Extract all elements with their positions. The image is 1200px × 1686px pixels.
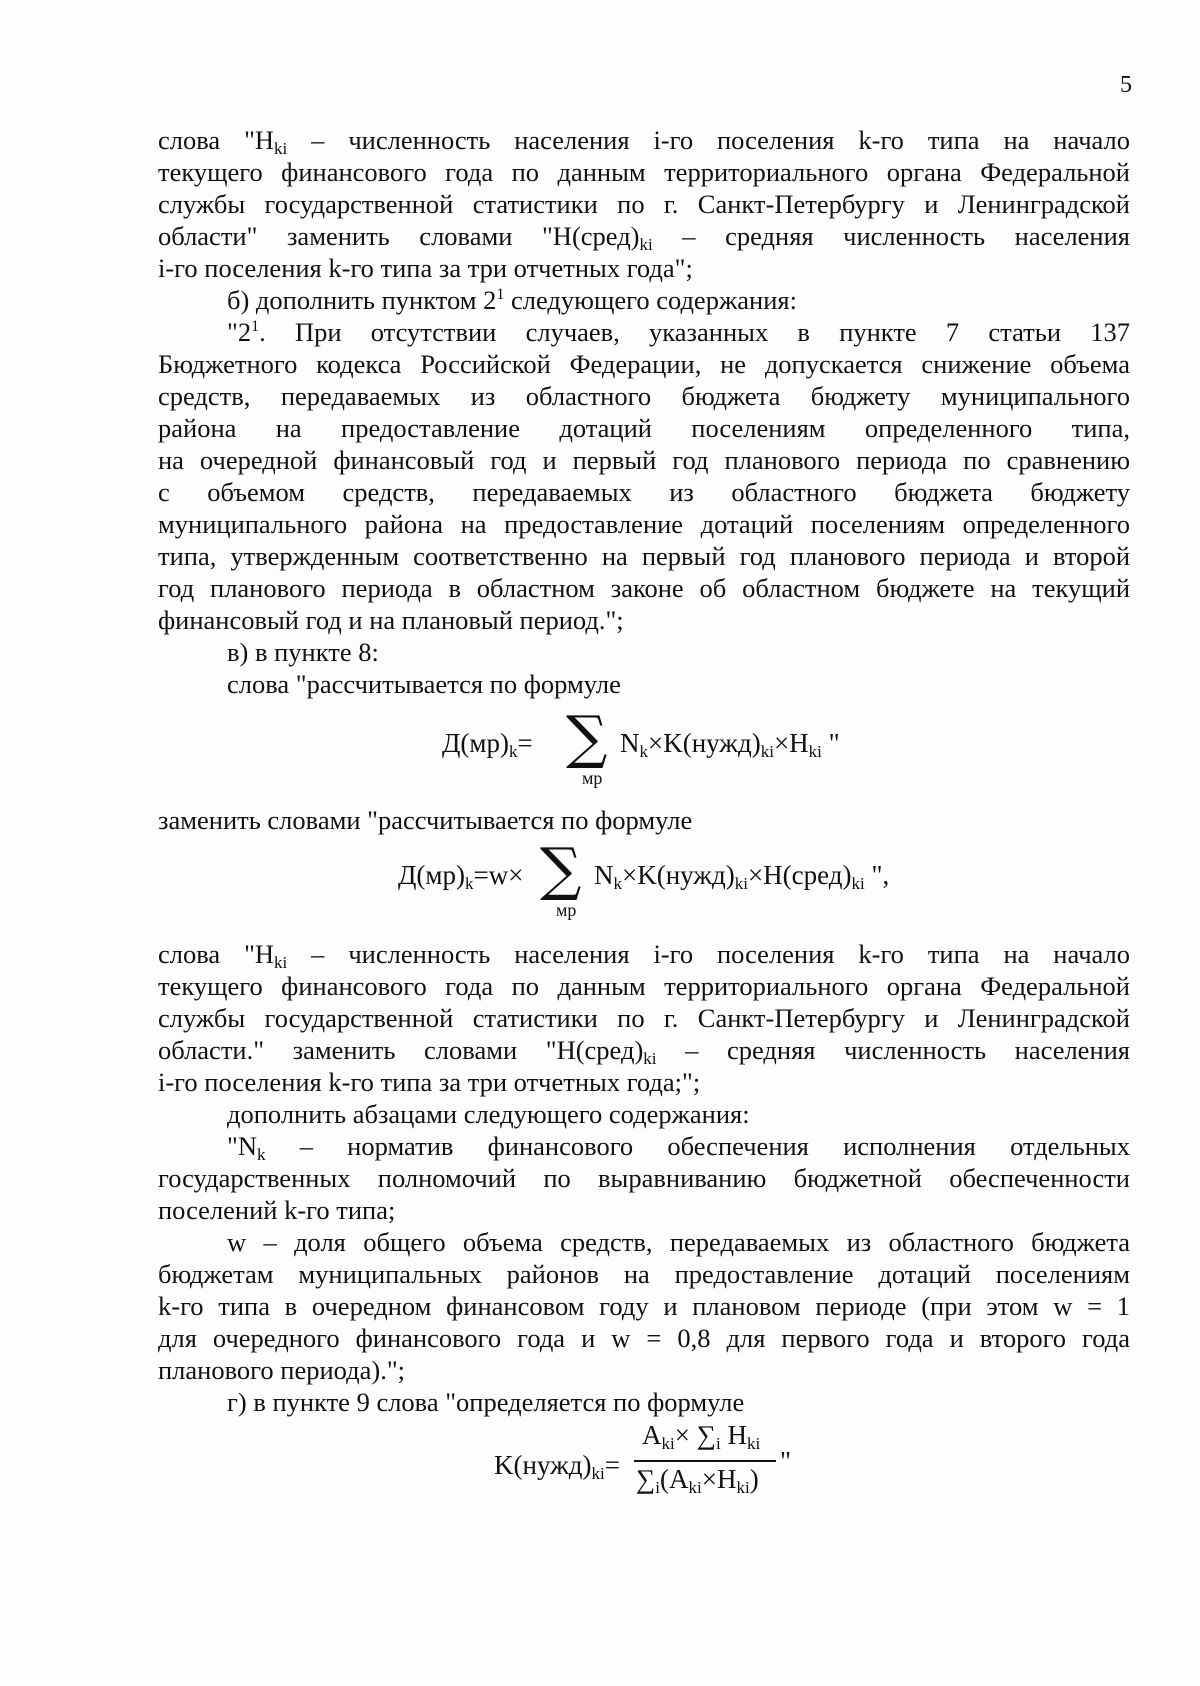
text-run: ×Н — [773, 728, 809, 758]
text-run: Д(мр) — [398, 860, 465, 890]
text-run: "N — [227, 1131, 257, 1161]
text-run: × ∑ — [674, 1420, 716, 1450]
text-line: государственных полномочий по выравниванию бюджетной обеспеченности — [158, 1163, 1130, 1193]
text-line: средств, передаваемых из областного бюджета бюджету муниципального — [158, 381, 1130, 411]
text-line: службы государственной статистики по г. Санкт-Петербургу и Ленинградской — [158, 1003, 1130, 1033]
text-line: дополнить абзацами следующего содержания: — [227, 1099, 750, 1129]
text-run: – численность населения i-го поселения k-го типа на начало — [287, 939, 1130, 969]
subscript: ki — [736, 1478, 750, 1497]
text-run: N — [620, 728, 640, 758]
text-run: – норматив финансового обеспечения исполнения отдельных — [265, 1131, 1130, 1161]
page-number: 5 — [1120, 72, 1132, 98]
subscript: ki — [688, 1478, 702, 1497]
subscript: k — [256, 1145, 266, 1164]
text-line: год планового периода в областном законе об областном бюджете на текущий — [158, 573, 1130, 603]
text-run: Н — [720, 1420, 747, 1450]
subscript: ki — [851, 874, 865, 893]
text-line: заменить словами "рассчитывается по формуле — [158, 805, 693, 835]
superscript: 1 — [496, 286, 505, 303]
text-line: слова "рассчитывается по формуле — [227, 669, 621, 699]
text-run: = — [517, 728, 533, 758]
text-run: = — [604, 1450, 620, 1480]
text-run: ) — [749, 1464, 759, 1494]
text-run: ×K(нужд) — [622, 860, 735, 890]
fraction-numerator — [642, 1420, 760, 1451]
text-line: службы государственной статистики по г. Санкт-Петербургу и Ленинградской — [158, 189, 1130, 219]
text-run: Д(мр) — [442, 728, 509, 758]
text-run: области" заменить словами "Н(сред) — [158, 221, 640, 251]
text-line — [158, 1034, 1130, 1066]
text-line: г) в пункте 9 слова "определяется по формуле — [227, 1387, 745, 1417]
text-run: . При отсутствии случаев, указанных в пункте 7 статьи 137 — [259, 317, 1130, 347]
text-line: в) в пункте 8: — [227, 637, 379, 667]
text-line: финансовый год и на плановый период."; — [158, 605, 624, 635]
text-run: слова "Н — [158, 939, 275, 969]
text-run: N — [594, 860, 614, 890]
subscript: k — [639, 742, 648, 761]
fraction-bar — [634, 1460, 776, 1462]
subscript: ki — [274, 139, 288, 158]
text-line: i-го поселения k-го типа за три отчетных года"; — [158, 253, 693, 283]
text-run: " — [821, 728, 840, 758]
sum-subscript: мр — [556, 900, 577, 920]
text-run: ∑ — [636, 1464, 656, 1494]
formula-rhs — [594, 860, 889, 891]
text-line — [227, 316, 1130, 348]
text-line: текущего финансового года по данным территориального органа Федеральной — [158, 971, 1130, 1001]
subscript: k — [509, 742, 518, 761]
text-run: ×Н — [701, 1464, 737, 1494]
formula-lhs — [398, 860, 523, 891]
formula-end: " — [780, 1446, 792, 1476]
text-line — [158, 220, 1130, 252]
text-run: б) дополнить пунктом 2 — [227, 285, 497, 315]
subscript: ki — [746, 1434, 761, 1453]
formula-lhs — [494, 1450, 620, 1481]
text-line: i-го поселения k-го типа за три отчетных года;"; — [158, 1067, 701, 1097]
text-line: муниципального района на предоставление дотаций поселениям определенного — [158, 509, 1130, 539]
text-run: ", — [864, 860, 890, 890]
text-line: поселений k-го типа; — [158, 1195, 396, 1225]
sum-symbol: ∑ — [566, 703, 608, 771]
text-line — [227, 284, 1130, 316]
text-line: w – доля общего объема средств, передаваемых из областного бюджета — [227, 1227, 1130, 1257]
text-run: области." заменить словами "Н(сред) — [158, 1035, 644, 1065]
text-run: слова "Н — [158, 125, 275, 155]
text-run: (A — [659, 1464, 689, 1494]
subscript: ki — [274, 953, 288, 972]
subscript: i — [655, 1478, 660, 1497]
text-run: – средняя численность населения — [656, 1035, 1130, 1065]
subscript: ki — [643, 1049, 657, 1068]
subscript: ki — [639, 235, 653, 254]
subscript: ki — [661, 1434, 675, 1453]
text-run: следующего содержания: — [504, 285, 797, 315]
text-line: с объемом средств, передаваемых из областного бюджета бюджету — [158, 477, 1130, 507]
text-line: текущего финансового года по данным территориального органа Федеральной — [158, 157, 1130, 187]
text-line: бюджетам муниципальных районов на предоставление дотаций поселениям — [158, 1259, 1130, 1289]
fraction-denominator — [636, 1464, 759, 1495]
subscript: ki — [734, 874, 748, 893]
text-run: – численность населения i-го поселения k-го типа на начало — [287, 125, 1130, 155]
text-run: "2 — [227, 317, 252, 347]
text-run: – средняя численность населения — [652, 221, 1130, 251]
formula-lhs — [442, 728, 533, 759]
text-line: k-го типа в очередном финансовом году и плановом периоде (при этом w = 1 — [158, 1291, 1130, 1321]
text-line: типа, утвержденным соответственно на первый год планового периода и второй — [158, 541, 1130, 571]
sum-symbol: ∑ — [540, 835, 582, 903]
subscript: k — [465, 874, 474, 893]
text-line: Бюджетного кодекса Российской Федерации, не допускается снижение объема — [158, 349, 1130, 379]
text-run: ×K(нужд) — [648, 728, 761, 758]
text-run: K(нужд) — [494, 1450, 592, 1480]
subscript: k — [613, 874, 622, 893]
text-line: для очередного финансового года и w = 0,8 для первого года и второго года — [158, 1323, 1130, 1353]
sum-subscript: мр — [582, 768, 603, 788]
text-line: планового периода)."; — [158, 1355, 406, 1385]
subscript: ki — [808, 742, 822, 761]
text-line — [158, 124, 1130, 156]
text-line — [158, 938, 1130, 970]
text-line — [227, 1130, 1130, 1162]
text-line: на очередной финансовый год и первый год планового периода по сравнению — [158, 445, 1130, 475]
text-run: ×Н(сред) — [747, 860, 852, 890]
subscript: i — [715, 1434, 721, 1453]
text-line: района на предоставление дотаций поселениям определенного типа, — [158, 413, 1130, 443]
superscript: 1 — [251, 318, 260, 335]
text-run: A — [642, 1420, 662, 1450]
formula-rhs — [620, 728, 840, 759]
text-run: =w× — [473, 860, 524, 890]
subscript: ki — [760, 742, 774, 761]
subscript: ki — [591, 1464, 605, 1483]
